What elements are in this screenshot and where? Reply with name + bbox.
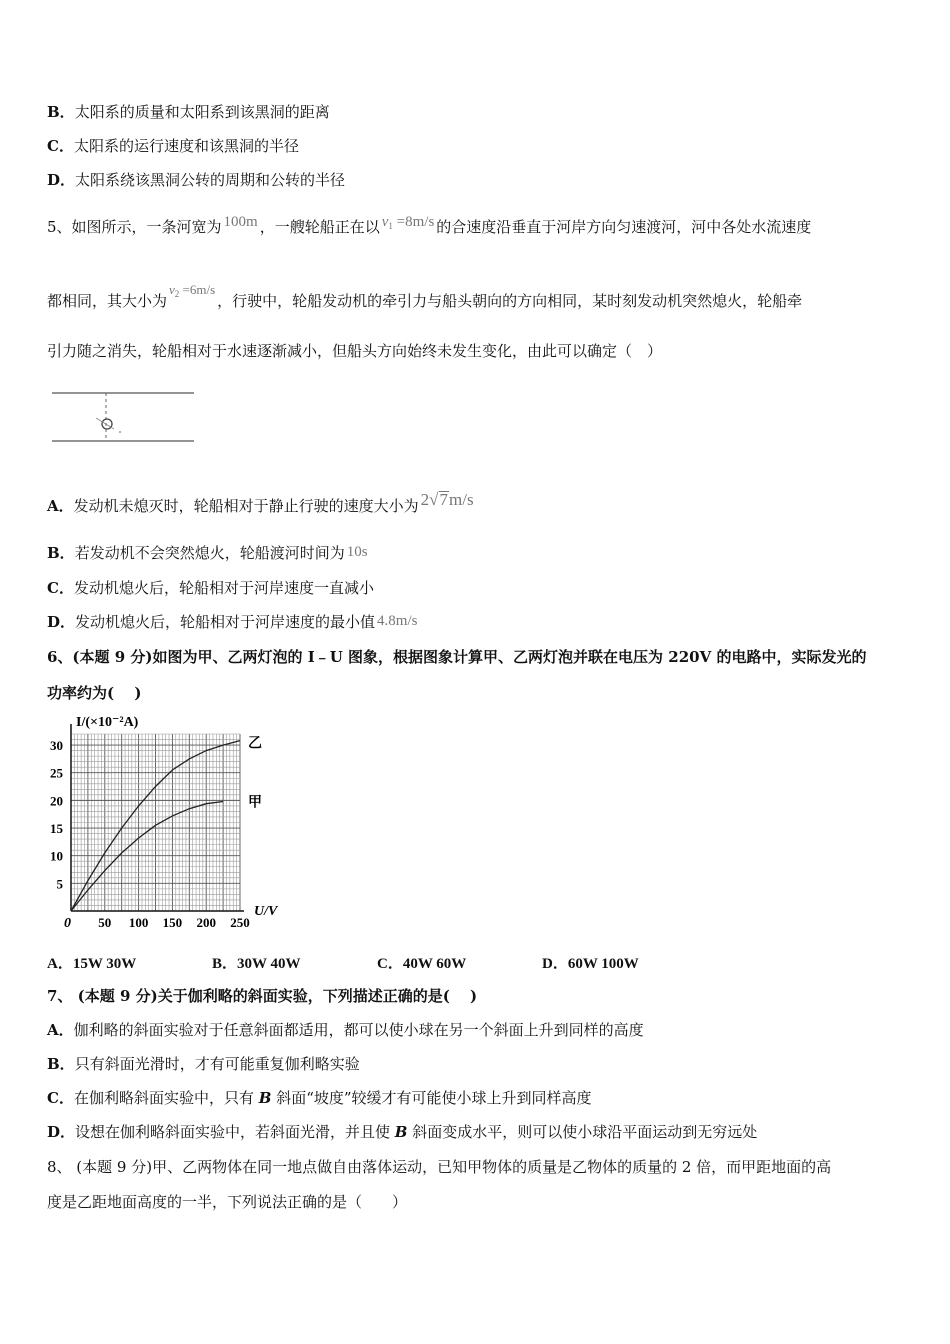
q6-stem-line2 xyxy=(47,683,141,703)
q5-option-c xyxy=(47,578,374,598)
y-tick-label: 10 xyxy=(50,848,63,864)
v1-value: =8m/s xyxy=(396,214,435,230)
q6-option-b: B．30W 40W xyxy=(212,956,301,972)
unit: m/s xyxy=(449,490,474,509)
q7-option-b xyxy=(47,1054,360,1074)
option-text: 若发动机不会突然熄火，轮船渡河时间为 xyxy=(74,544,345,562)
q4-option-c xyxy=(47,136,299,156)
option-text: 太阳系绕该黑洞公转的周期和公转的半径 xyxy=(75,171,346,189)
text: 的合速度沿垂直于河岸方向匀速渡河，河中各处水流速度 xyxy=(436,218,812,236)
y-tick-label: 15 xyxy=(50,821,63,837)
text: ，行驶中，轮船发动机的牵引力与船头朝向的方向相同，某时刻发动机突然熄火，轮船牵 xyxy=(217,292,803,310)
v2-value: =6m/s xyxy=(182,282,216,297)
q5-stem-line1 xyxy=(47,214,812,242)
option-text: 发动机熄火后，轮船相对于河岸速度的最小值 xyxy=(75,613,376,631)
variable: B xyxy=(258,1089,272,1107)
time-formula: 10s xyxy=(346,544,368,560)
q7-stem xyxy=(47,986,477,1006)
q5-option-a xyxy=(47,490,476,516)
option-letter: D． xyxy=(47,613,76,631)
option-text: 发动机未熄灭时，轮船相对于静止行驶的速度大小为 xyxy=(73,497,419,515)
option-text: 在伽利略斜面实验中，只有 xyxy=(73,1089,259,1107)
q5-stem-line2 xyxy=(47,282,803,316)
q6-option-c: C．40W 60W xyxy=(377,956,467,972)
speed-formula: 2√7m/s xyxy=(420,490,474,509)
q8-stem-line2 xyxy=(47,1192,407,1212)
text: 功率约为( ) xyxy=(47,684,142,702)
v1-symbol: v xyxy=(381,214,389,230)
dot-mark xyxy=(119,431,121,433)
option-letter: C． xyxy=(47,579,74,597)
q7-option-c xyxy=(47,1088,592,1108)
x-tick-label: 50 xyxy=(98,915,112,930)
text: 都相同，其大小为 xyxy=(47,292,168,310)
y-tick-label: 25 xyxy=(50,765,63,781)
y-tick-label: 5 xyxy=(56,876,63,892)
option-text: 设想在伽利略斜面实验中，若斜面光滑，并且使 xyxy=(75,1123,395,1141)
origin-label: 0 xyxy=(64,916,71,931)
text: 8、 (本题 9 分)甲、乙两物体在同一地点做自由落体运动，已知甲物体的质量是乙物体的质量的 2 倍，而甲距地面的高 xyxy=(47,1158,832,1176)
iu-chart xyxy=(40,712,280,934)
v1-formula xyxy=(382,214,435,230)
q6-option-a: A．15W 30W xyxy=(47,956,137,972)
option-letter: C． xyxy=(47,1089,74,1107)
text: 7、 (本题 9 分)关于伽利略的斜面实验，下列描述正确的是( ) xyxy=(47,987,478,1005)
ship-icon xyxy=(102,419,112,429)
radicand: 7 xyxy=(439,490,448,509)
option-letter: A． xyxy=(47,1021,74,1039)
x-axis-label: U/V xyxy=(254,904,278,919)
q7-option-d xyxy=(47,1122,757,1142)
x-tick-label: 150 xyxy=(162,915,183,930)
text: 度是乙距地面高度的一半，下列说法正确的是（ ） xyxy=(47,1193,408,1211)
option-letter: B． xyxy=(47,544,75,562)
option-text: 太阳系的质量和太阳系到该黑洞的距离 xyxy=(74,103,330,121)
text: ，一艘轮船正在以 xyxy=(259,218,380,236)
q5-option-d xyxy=(47,612,419,633)
q7-option-a xyxy=(47,1020,644,1040)
v2-formula xyxy=(169,282,215,297)
option-letter: B． xyxy=(47,1055,75,1073)
x-tick-label: 200 xyxy=(196,915,216,930)
min-speed-formula: 4.8m/s xyxy=(377,613,418,629)
q4-option-d xyxy=(47,170,345,190)
text: 引力随之消失，轮船相对于水速逐渐减小，但船头方向始终未发生变化，由此可以确定（ ） xyxy=(47,342,663,360)
river-width-formula: 100m xyxy=(223,214,258,230)
y-axis-label: I/(×10⁻²A) xyxy=(76,715,139,730)
option-text: 斜面变成水平，则可以使小球沿平面运动到无穷远处 xyxy=(407,1123,758,1141)
text: 6、(本题 9 分)如图为甲、乙两灯泡的 I﹣U 图象，根据图象计算甲、乙两灯泡并联在电压为 220V 的电路中，实际发光的 xyxy=(47,648,867,666)
option-text: 太阳系的运行速度和该黑洞的半径 xyxy=(73,137,299,155)
option-text: 斜面“坡度”较缓才有可能使小球上升到同样高度 xyxy=(271,1089,592,1107)
q6-stem-line1 xyxy=(47,647,866,667)
y-tick-label: 30 xyxy=(50,738,63,754)
chart-grid xyxy=(71,734,240,911)
option-letter: B． xyxy=(47,103,75,121)
option-text: 只有斜面光滑时，才有可能重复伽利略实验 xyxy=(74,1055,360,1073)
v1-subscript: 1 xyxy=(388,221,393,231)
option-letter: D． xyxy=(47,1123,76,1141)
q5-stem-line3 xyxy=(47,341,662,361)
option-letter: C． xyxy=(47,137,74,155)
v2-symbol: v xyxy=(169,282,175,297)
series-label: 甲 xyxy=(248,795,262,811)
option-letter: D． xyxy=(47,171,76,189)
river-diagram xyxy=(50,385,200,447)
option-text: 发动机熄火后，轮船相对于河岸速度一直减小 xyxy=(73,579,374,597)
q4-option-b xyxy=(47,102,330,122)
y-tick-label: 20 xyxy=(50,793,63,809)
coefficient: 2 xyxy=(420,490,430,509)
q6-option-d: D．60W 100W xyxy=(542,956,639,972)
q5-option-b xyxy=(47,543,370,564)
x-tick-label: 100 xyxy=(128,915,149,930)
text: 5、如图所示，一条河宽为 xyxy=(47,218,222,236)
option-text: 伽利略的斜面实验对于任意斜面都适用，都可以使小球在另一个斜面上升到同样的高度 xyxy=(73,1021,644,1039)
v2-subscript: 2 xyxy=(174,289,180,299)
variable: B xyxy=(394,1123,408,1141)
x-tick-label: 250 xyxy=(230,915,250,930)
option-letter: A． xyxy=(47,497,74,515)
q8-stem-line1 xyxy=(47,1157,831,1177)
series-label: 乙 xyxy=(248,736,262,752)
